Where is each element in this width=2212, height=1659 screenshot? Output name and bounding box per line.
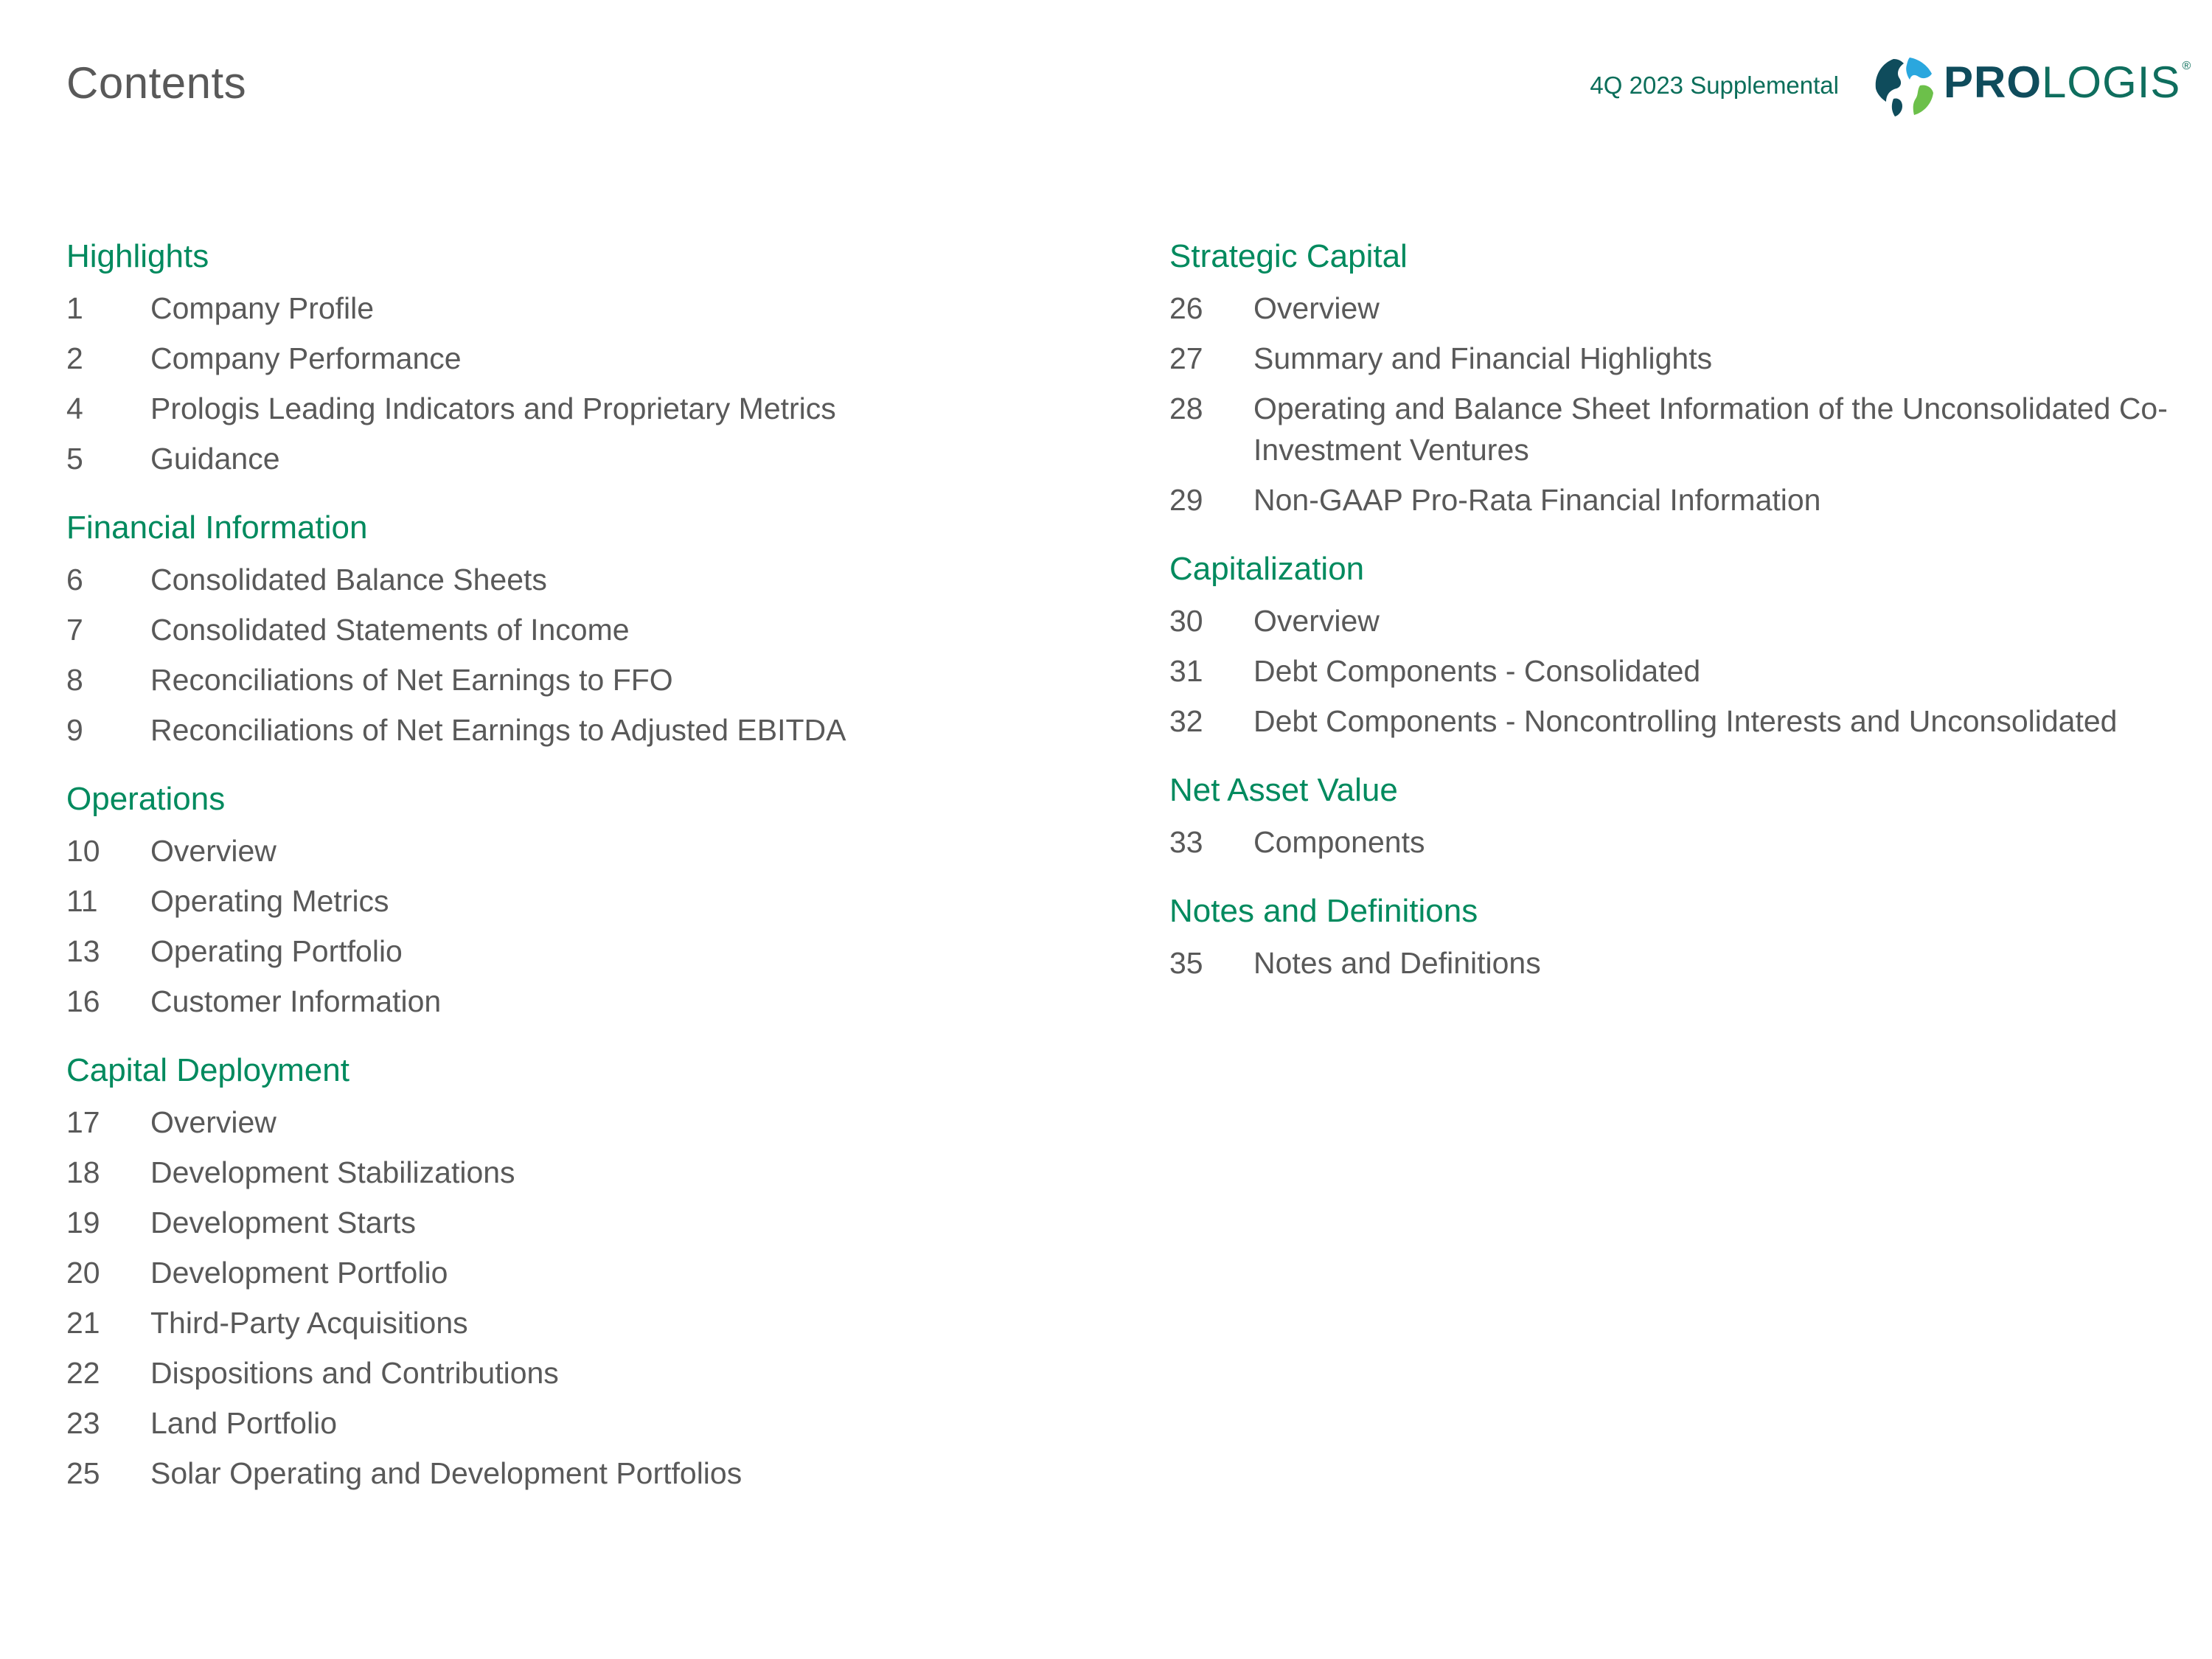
toc-page-number: 5 <box>66 442 83 476</box>
toc-section <box>1169 234 2202 521</box>
toc-page-number: 32 <box>1169 704 1203 738</box>
logo-registered-mark: ® <box>2182 60 2192 72</box>
toc-page-number: 19 <box>66 1206 100 1239</box>
toc-page-number: 17 <box>66 1105 100 1139</box>
toc-item-label: Notes and Definitions <box>1253 946 1541 980</box>
toc-page-number: 29 <box>1169 483 1203 517</box>
toc-page-number: 11 <box>66 884 98 918</box>
toc-page-number: 8 <box>66 663 83 697</box>
toc-item[interactable] <box>66 659 1113 700</box>
toc-item[interactable] <box>66 830 1113 872</box>
section-title: Net Asset Value <box>1169 772 1398 808</box>
toc-page-number: 4 <box>66 392 83 425</box>
toc-item[interactable] <box>66 438 1113 479</box>
toc-page-number: 2 <box>66 341 83 375</box>
toc-item-label: Development Stabilizations <box>150 1155 515 1189</box>
toc-page-number: 26 <box>1169 291 1203 325</box>
toc-page-number: 23 <box>66 1406 100 1440</box>
logo-wordmark-light: LOGIS <box>2042 58 2181 107</box>
toc-item[interactable] <box>66 609 1113 650</box>
toc-item[interactable] <box>1169 600 2202 641</box>
toc-page-number: 21 <box>66 1306 100 1340</box>
toc-page-number: 9 <box>66 713 83 747</box>
section-title: Notes and Definitions <box>1169 893 1478 929</box>
toc-item[interactable] <box>1169 942 2202 984</box>
toc-item-label: Components <box>1253 825 1425 859</box>
section-title: Highlights <box>66 238 209 274</box>
toc-item[interactable] <box>1169 338 2202 379</box>
toc-item-label: Overview <box>150 834 276 868</box>
section-title: Financial Information <box>66 509 368 546</box>
toc-item[interactable] <box>1169 388 2202 470</box>
toc-right-column <box>1169 234 2202 1010</box>
toc-item[interactable] <box>66 709 1113 751</box>
toc-item-label: Customer Information <box>150 984 442 1018</box>
toc-item[interactable] <box>66 880 1113 922</box>
toc-item-label: Third-Party Acquisitions <box>150 1306 468 1340</box>
globe-icon <box>1871 53 1939 119</box>
toc-item[interactable] <box>1169 821 2202 863</box>
toc-item[interactable] <box>66 1402 1113 1444</box>
toc-item-label: Non-GAAP Pro-Rata Financial Information <box>1253 483 1821 517</box>
toc-item-label: Debt Components - Noncontrolling Interests and Unconsolidated <box>1253 704 2118 738</box>
section-title: Operations <box>66 781 226 817</box>
toc-item-label: Operating Portfolio <box>150 934 403 968</box>
toc-section <box>66 506 1113 751</box>
section-title: Strategic Capital <box>1169 238 1408 274</box>
toc-item-label: Company Performance <box>150 341 462 375</box>
toc-section <box>66 777 1113 1022</box>
toc-item[interactable] <box>66 1352 1113 1394</box>
toc-item[interactable] <box>66 288 1113 329</box>
toc-page-number: 6 <box>66 563 83 597</box>
toc-page-number: 27 <box>1169 341 1203 375</box>
toc-item[interactable] <box>1169 700 2202 742</box>
logo-wordmark <box>1944 60 2191 105</box>
toc-page-number: 28 <box>1169 392 1203 425</box>
toc-page-number: 31 <box>1169 654 1203 688</box>
toc-item[interactable] <box>66 338 1113 379</box>
toc-page-number: 18 <box>66 1155 100 1189</box>
toc-section <box>66 234 1113 479</box>
toc-item[interactable] <box>1169 650 2202 692</box>
toc-page-number: 25 <box>66 1456 100 1490</box>
toc-item[interactable] <box>66 559 1113 600</box>
toc-item[interactable] <box>1169 288 2202 329</box>
toc-item-label: Reconciliations of Net Earnings to Adjusted EBITDA <box>150 713 846 747</box>
toc-item[interactable] <box>66 1202 1113 1243</box>
toc-item-label: Overview <box>1253 604 1380 638</box>
toc-item[interactable] <box>66 931 1113 972</box>
supplemental-label: 4Q 2023 Supplemental <box>1590 72 1839 99</box>
toc-item-label: Solar Operating and Development Portfolios <box>150 1456 742 1490</box>
toc-item-label: Consolidated Statements of Income <box>150 613 630 647</box>
section-title: Capitalization <box>1169 551 1365 587</box>
toc-item[interactable] <box>66 1102 1113 1143</box>
toc-item-label: Land Portfolio <box>150 1406 338 1440</box>
page-title: Contents <box>66 58 247 108</box>
toc-item[interactable] <box>66 1302 1113 1343</box>
toc-item-label: Operating Metrics <box>150 884 389 918</box>
toc-item[interactable] <box>66 1453 1113 1494</box>
toc-item[interactable] <box>66 1252 1113 1293</box>
toc-item-label: Reconciliations of Net Earnings to FFO <box>150 663 673 697</box>
toc-item-label: Summary and Financial Highlights <box>1253 341 1713 375</box>
toc-item-label: Development Portfolio <box>150 1256 448 1290</box>
toc-page-number: 20 <box>66 1256 100 1290</box>
toc-page-number: 1 <box>66 291 83 325</box>
toc-page-number: 30 <box>1169 604 1203 638</box>
toc-item-label: Operating and Balance Sheet Information of the Unconsolidated Co-Investment Ventures <box>1253 392 2168 467</box>
toc-page-number: 33 <box>1169 825 1203 859</box>
toc-item-label: Company Profile <box>150 291 375 325</box>
toc-item-label: Consolidated Balance Sheets <box>150 563 547 597</box>
toc-section <box>1169 889 2202 984</box>
toc-item-label: Overview <box>150 1105 276 1139</box>
toc-section <box>1169 768 2202 863</box>
toc-page-number: 35 <box>1169 946 1203 980</box>
toc-page-number: 16 <box>66 984 100 1018</box>
toc-item-label: Dispositions and Contributions <box>150 1356 559 1390</box>
toc-item-label: Overview <box>1253 291 1380 325</box>
toc-section <box>1169 547 2202 742</box>
logo-wordmark-bold: PRO <box>1944 58 2042 107</box>
toc-page-number: 10 <box>66 834 100 868</box>
toc-item[interactable] <box>66 981 1113 1022</box>
toc-item-label: Development Starts <box>150 1206 417 1239</box>
toc-item-label: Prologis Leading Indicators and Proprietary Metrics <box>150 392 836 425</box>
toc-item-label: Guidance <box>150 442 280 476</box>
toc-page-number: 13 <box>66 934 100 968</box>
toc-item[interactable] <box>66 1152 1113 1193</box>
section-title: Capital Deployment <box>66 1052 349 1088</box>
toc-item-label: Debt Components - Consolidated <box>1253 654 1701 688</box>
toc-page-number: 22 <box>66 1356 100 1390</box>
toc-left-column <box>66 234 1113 1520</box>
toc-item[interactable] <box>1169 479 2202 521</box>
toc-section <box>66 1048 1113 1494</box>
prologis-logo <box>1871 53 2192 119</box>
toc-item[interactable] <box>66 388 1113 429</box>
toc-page-number: 7 <box>66 613 83 647</box>
